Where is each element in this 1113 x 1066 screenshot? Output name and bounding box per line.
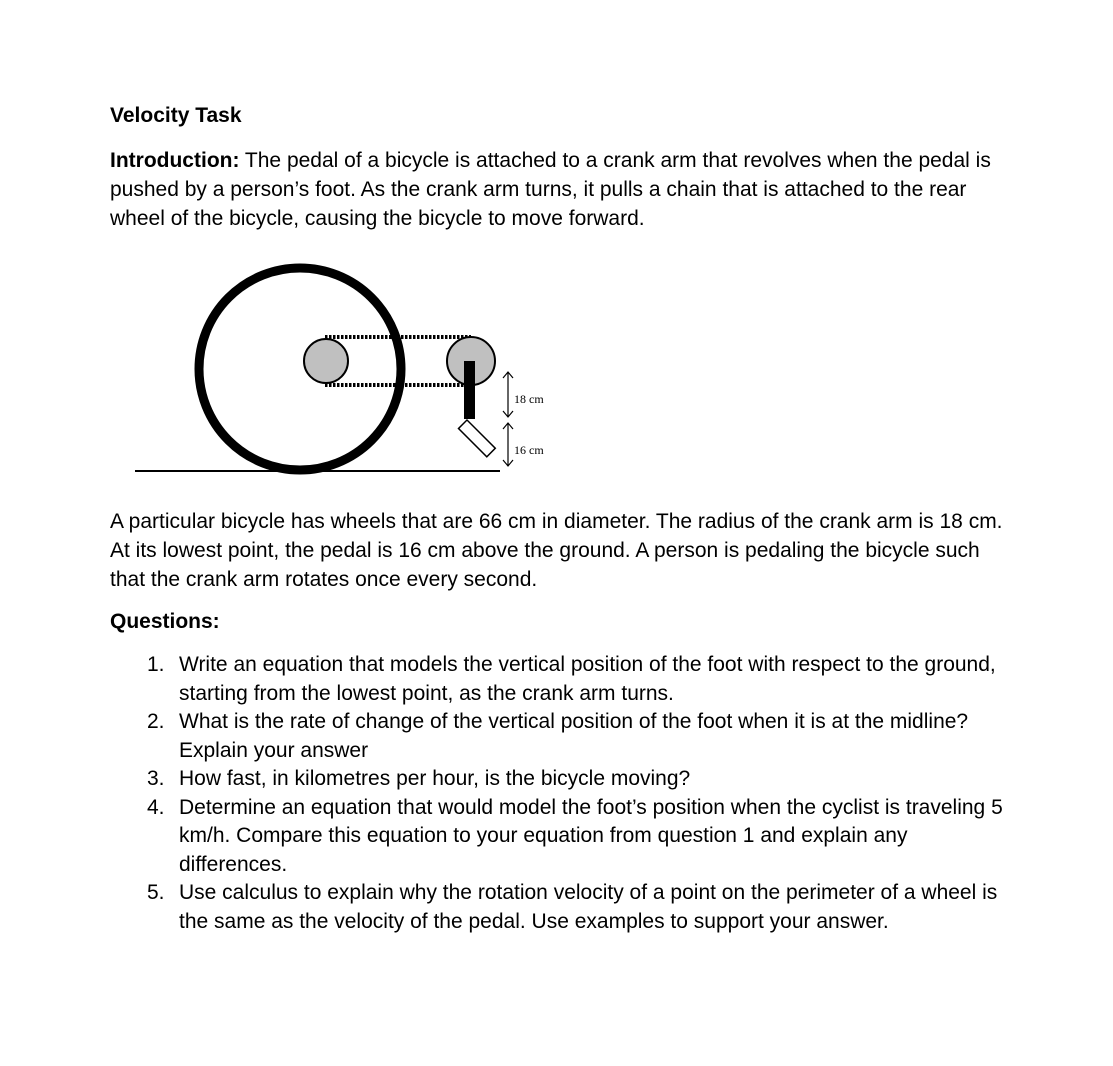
question-item: [110, 708, 1010, 765]
bicycle-diagram: [135, 255, 605, 480]
pedal-height-label: 16 cm: [514, 443, 544, 457]
question-text: What is the rate of change of the vertical position of the foot when it is at the midline? Explain your answer: [179, 710, 969, 762]
document-title: Velocity Task: [110, 104, 242, 127]
question-text: How fast, in kilometres per hour, is the bicycle moving?: [179, 767, 691, 790]
rear-sprocket: [304, 339, 348, 383]
question-number: 4.: [147, 795, 165, 819]
question-text: Write an equation that models the vertical position of the foot with respect to the ground, starting from the lowest point, as the crank arm turns.: [179, 653, 996, 705]
question-number: 3.: [147, 767, 165, 790]
question-text: Use calculus to explain why the rotation velocity of a point on the perimeter of a wheel is the same as the velocity of the pedal. Use examples to support your answer.: [179, 881, 998, 933]
question-text: Determine an equation that would model the foot’s position when the cyclist is traveling 5 km/h. Compare this equation to your equation from question 1 and explain any differences.: [179, 795, 1003, 876]
rear-wheel: [199, 268, 401, 470]
problem-paragraph: A particular bicycle has wheels that are 66 cm in diameter. The radius of the crank arm is 18 cm. At its lowest point, the pedal is 16 cm above the ground. A person is pedaling the bicycle such that the crank arm rotates once every second.: [110, 510, 1003, 591]
question-item: [110, 879, 1010, 936]
pedal-height-arrow: [503, 423, 513, 466]
questions-heading: Questions:: [110, 610, 220, 633]
crank-arm: [464, 361, 475, 419]
crank-radius-label: 18 cm: [514, 392, 544, 406]
question-number: 5.: [147, 881, 165, 904]
crank-radius-arrow: [503, 372, 513, 417]
introduction-text: The pedal of a bicycle is attached to a crank arm that revolves when the pedal is pushed by a person’s foot. As the crank arm turns, it pulls a chain that is attached to the rear wheel of the bicycle, causing the bicycle to move forward.: [110, 149, 991, 230]
introduction-label: Introduction:: [110, 149, 240, 172]
question-item: [110, 794, 1010, 880]
question-number: 1.: [147, 653, 165, 676]
question-item: [110, 765, 1010, 794]
pedal: [459, 420, 496, 457]
introduction-paragraph: [110, 146, 1010, 233]
question-item: [110, 651, 1010, 708]
question-number: 2.: [147, 710, 165, 733]
questions-list: [110, 651, 1010, 936]
